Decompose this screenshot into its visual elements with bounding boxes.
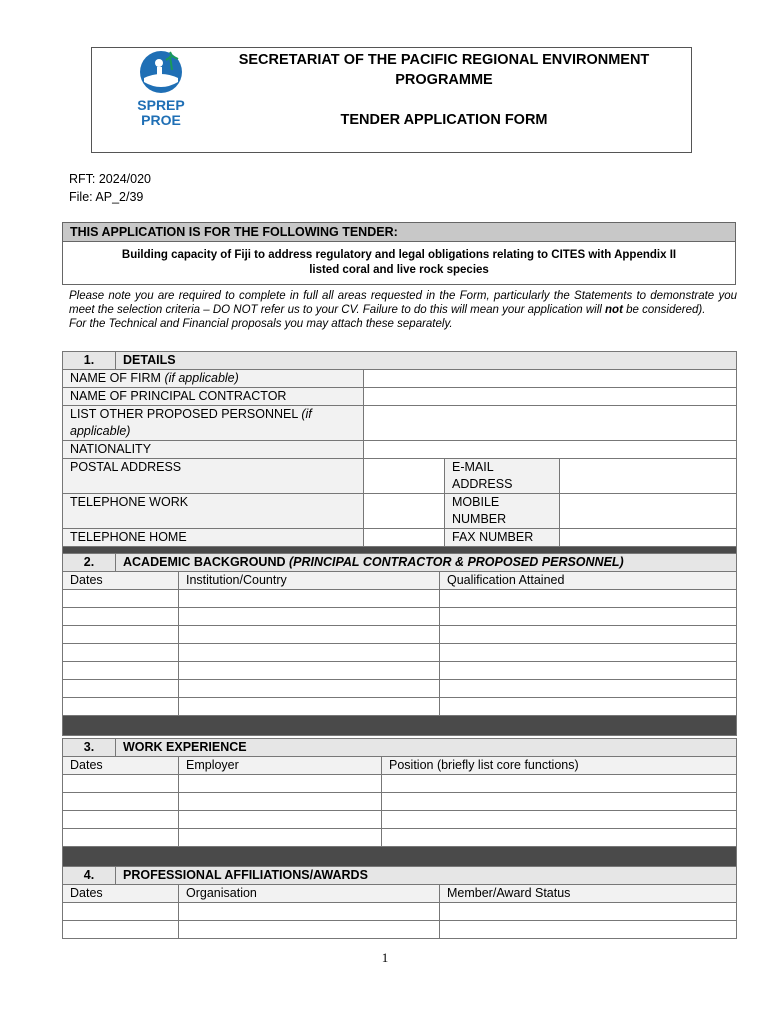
- academic-table: [62, 553, 737, 736]
- details-table: [62, 351, 737, 567]
- work-col-position: Position (briefly list core functions): [382, 757, 737, 775]
- table-cell[interactable]: [382, 829, 737, 847]
- tender-heading: THIS APPLICATION IS FOR THE FOLLOWING TENDER:: [63, 223, 735, 242]
- file-number: File: AP_2/39: [69, 190, 144, 204]
- nationality-label: NATIONALITY: [63, 441, 364, 459]
- academic-col-dates: Dates: [63, 572, 179, 590]
- note-bold: not: [605, 304, 623, 316]
- postal-field[interactable]: [364, 459, 445, 494]
- table-cell[interactable]: [179, 644, 440, 662]
- tel-home-field[interactable]: [364, 529, 445, 547]
- affiliations-table: [62, 866, 737, 939]
- table-cell[interactable]: [440, 662, 737, 680]
- tel-work-label: TELEPHONE WORK: [63, 494, 364, 529]
- rft-number: RFT: 2024/020: [69, 172, 151, 186]
- fax-field[interactable]: [560, 529, 737, 547]
- firm-label: NAME OF FIRM (if applicable): [63, 370, 364, 388]
- table-cell[interactable]: [179, 921, 440, 939]
- table-cell[interactable]: [179, 903, 440, 921]
- org-title: SECRETARIAT OF THE PACIFIC REGIONAL ENVIRONMENT PROGRAMME: [238, 52, 650, 88]
- email-label: E-MAIL ADDRESS: [445, 459, 560, 494]
- table-cell[interactable]: [63, 626, 179, 644]
- section-4-title: PROFESSIONAL AFFILIATIONS/AWARDS: [116, 867, 737, 885]
- section-3-number: 3.: [63, 739, 116, 757]
- section-2-number: 2.: [63, 554, 116, 572]
- table-cell[interactable]: [63, 680, 179, 698]
- svg-text:PROE: PROE: [141, 112, 181, 128]
- table-cell[interactable]: [440, 903, 737, 921]
- personnel-field[interactable]: [364, 406, 737, 441]
- table-cell[interactable]: [382, 775, 737, 793]
- academic-col-qualification: Qualification Attained: [440, 572, 737, 590]
- note-part-1: Please note you are required to complete in full all areas requested in the Form, particularly the Statements to demonstrate you meet the selection criteria – DO NOT refer us to your CV. Failure to do this will mean your application will: [69, 290, 737, 316]
- table-cell[interactable]: [179, 680, 440, 698]
- section-divider: [63, 716, 737, 736]
- mobile-field[interactable]: [560, 494, 737, 529]
- academic-col-institution: Institution/Country: [179, 572, 440, 590]
- tender-box: [62, 222, 736, 285]
- table-cell[interactable]: [440, 626, 737, 644]
- section-1-number: 1.: [63, 352, 116, 370]
- sprep-logo-icon: [130, 48, 192, 130]
- table-cell[interactable]: [382, 793, 737, 811]
- sprep-logo: [130, 48, 192, 130]
- table-cell[interactable]: [179, 662, 440, 680]
- table-cell[interactable]: [179, 626, 440, 644]
- personnel-label: LIST OTHER PROPOSED PERSONNEL (if applicable): [63, 406, 364, 441]
- table-cell[interactable]: [63, 590, 179, 608]
- table-cell[interactable]: [179, 775, 382, 793]
- tender-line-2: listed coral and live rock species: [309, 264, 489, 276]
- principal-field[interactable]: [364, 388, 737, 406]
- table-cell[interactable]: [63, 829, 179, 847]
- table-cell[interactable]: [440, 590, 737, 608]
- firm-field[interactable]: [364, 370, 737, 388]
- table-cell[interactable]: [179, 590, 440, 608]
- principal-label: NAME OF PRINCIPAL CONTRACTOR: [63, 388, 364, 406]
- section-2-title: ACADEMIC BACKGROUND (PRINCIPAL CONTRACTOR & PROPOSED PERSONNEL): [116, 554, 737, 572]
- email-field[interactable]: [560, 459, 737, 494]
- page-number: 1: [381, 950, 389, 965]
- svg-text:SPREP: SPREP: [137, 97, 185, 113]
- table-cell[interactable]: [63, 921, 179, 939]
- section-3-title: WORK EXPERIENCE: [116, 739, 737, 757]
- table-cell[interactable]: [63, 608, 179, 626]
- section-4-number: 4.: [63, 867, 116, 885]
- instructions-note: [69, 289, 737, 331]
- table-cell[interactable]: [440, 698, 737, 716]
- tender-description: [63, 242, 735, 278]
- work-col-employer: Employer: [179, 757, 382, 775]
- affiliations-col-organisation: Organisation: [179, 885, 440, 903]
- table-cell[interactable]: [63, 644, 179, 662]
- table-cell[interactable]: [63, 793, 179, 811]
- mobile-label: MOBILE NUMBER: [445, 494, 560, 529]
- table-cell[interactable]: [179, 811, 382, 829]
- note-part-2: be considered).: [622, 304, 706, 316]
- note-line-2: For the Technical and Financial proposals you may attach these separately.: [69, 318, 453, 330]
- table-cell[interactable]: [440, 608, 737, 626]
- table-cell[interactable]: [179, 793, 382, 811]
- tel-home-label: TELEPHONE HOME: [63, 529, 364, 547]
- table-cell[interactable]: [63, 775, 179, 793]
- table-cell[interactable]: [63, 811, 179, 829]
- postal-label: POSTAL ADDRESS: [63, 459, 364, 494]
- nationality-field[interactable]: [364, 441, 737, 459]
- table-cell[interactable]: [440, 680, 737, 698]
- table-cell[interactable]: [63, 698, 179, 716]
- work-col-dates: Dates: [63, 757, 179, 775]
- table-cell[interactable]: [179, 698, 440, 716]
- table-cell[interactable]: [382, 811, 737, 829]
- fax-label: FAX NUMBER: [445, 529, 560, 547]
- table-cell[interactable]: [63, 662, 179, 680]
- table-cell[interactable]: [63, 903, 179, 921]
- table-cell[interactable]: [179, 608, 440, 626]
- form-title: TENDER APPLICATION FORM: [340, 112, 548, 128]
- table-cell[interactable]: [440, 921, 737, 939]
- work-table: [62, 738, 737, 867]
- section-1-title: DETAILS: [116, 352, 737, 370]
- table-cell[interactable]: [440, 644, 737, 662]
- table-cell[interactable]: [179, 829, 382, 847]
- tel-work-field[interactable]: [364, 494, 445, 529]
- section-divider: [63, 847, 737, 867]
- affiliations-col-dates: Dates: [63, 885, 179, 903]
- tender-line-1: Building capacity of Fiji to address regulatory and legal obligations relating to CITES with Appendix II: [121, 249, 677, 261]
- affiliations-col-status: Member/Award Status: [440, 885, 737, 903]
